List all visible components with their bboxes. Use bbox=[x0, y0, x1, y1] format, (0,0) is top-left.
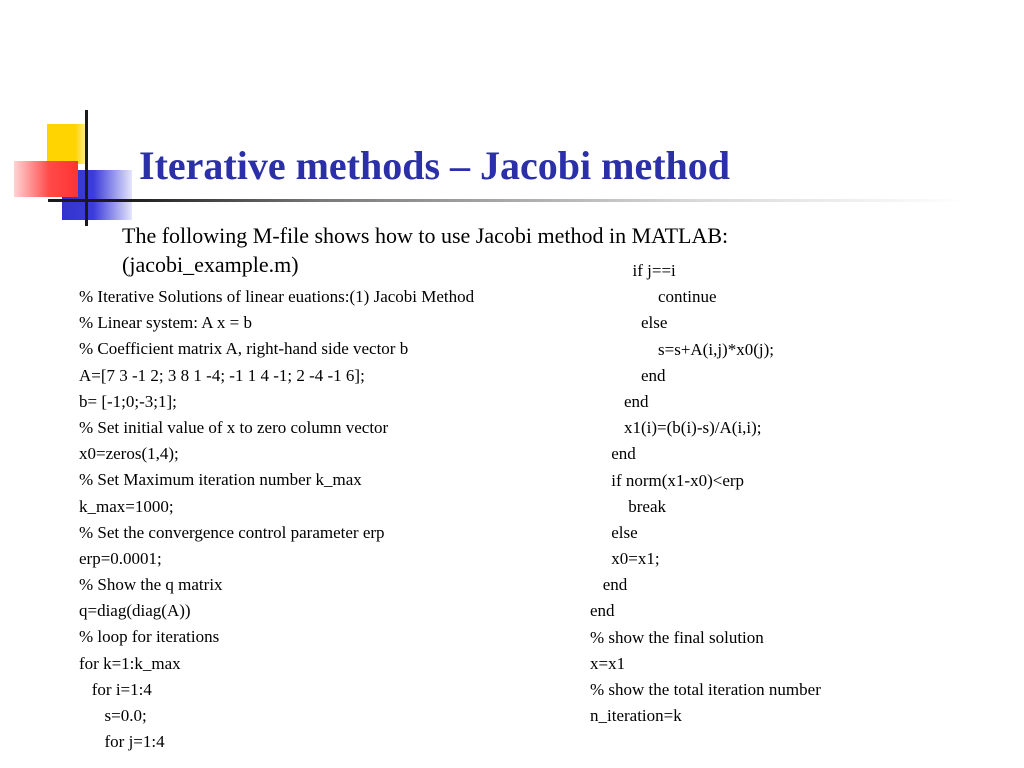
code-column-right bbox=[590, 258, 821, 729]
code-line: for j=1:4 bbox=[79, 732, 165, 752]
code-line: s=0.0; bbox=[79, 706, 147, 725]
code-line: % Set Maximum iteration number k_max bbox=[79, 470, 362, 490]
code-line: % Coefficient matrix A, right-hand side vector b bbox=[79, 339, 409, 359]
code-line: s=s+A(i,j)*x0(j); bbox=[590, 339, 774, 359]
intro-filename: (jacobi_example.m) bbox=[122, 252, 299, 277]
code-line: for i=1:4 bbox=[79, 679, 152, 699]
code-line: x0=x1; bbox=[590, 549, 660, 569]
code-line: % Set initial value of x to zero column vector bbox=[79, 417, 389, 437]
code-line: % show the total iteration number bbox=[590, 680, 821, 699]
intro-line: The following M-file shows how to use Jacobi method in MATLAB: bbox=[122, 223, 729, 248]
code-line: b= [-1;0;-3;1]; bbox=[79, 391, 177, 411]
code-line: for k=1:k_max bbox=[79, 653, 181, 673]
code-line: x=x1 bbox=[590, 653, 626, 673]
code-column-left bbox=[79, 284, 474, 755]
code-line: % Iterative Solutions of linear euations:(1) Jacobi Method bbox=[79, 287, 475, 306]
code-line: end bbox=[590, 601, 615, 621]
code-line: end bbox=[590, 391, 649, 411]
code-line: if norm(x1-x0)<erp bbox=[590, 470, 745, 490]
code-line: continue bbox=[590, 287, 717, 307]
code-line: if j==i bbox=[590, 261, 676, 280]
code-line: % show the final solution bbox=[590, 627, 764, 647]
code-line: end bbox=[590, 575, 628, 595]
code-line: erp=0.0001; bbox=[79, 548, 162, 568]
code-line: break bbox=[590, 496, 667, 516]
code-line: % Linear system: A x = b bbox=[79, 313, 252, 333]
title-underline-rule bbox=[48, 199, 968, 202]
code-line: A=[7 3 -1 2; 3 8 1 -4; -1 1 4 -1; 2 -4 -1 6]; bbox=[79, 365, 365, 385]
code-line: n_iteration=k bbox=[590, 706, 682, 726]
yellow-square-decoration bbox=[47, 124, 87, 164]
code-line: % loop for iterations bbox=[79, 627, 220, 647]
slide-title: Iterative methods – Jacobi method bbox=[139, 143, 731, 188]
code-line: % Set the convergence control parameter erp bbox=[79, 522, 385, 542]
code-line: else bbox=[590, 522, 638, 542]
slide-logo-decoration bbox=[0, 0, 140, 240]
code-line: q=diag(diag(A)) bbox=[79, 601, 191, 621]
vertical-rule bbox=[85, 110, 88, 226]
code-line: x0=zeros(1,4); bbox=[79, 444, 179, 464]
code-line: % Show the q matrix bbox=[79, 575, 223, 595]
code-line: k_max=1000; bbox=[79, 496, 174, 516]
code-line: x1(i)=(b(i)-s)/A(i,i); bbox=[590, 418, 762, 438]
code-line: end bbox=[590, 365, 666, 385]
red-square-decoration bbox=[14, 161, 78, 197]
code-line: else bbox=[590, 313, 668, 333]
code-line: end bbox=[590, 444, 636, 464]
